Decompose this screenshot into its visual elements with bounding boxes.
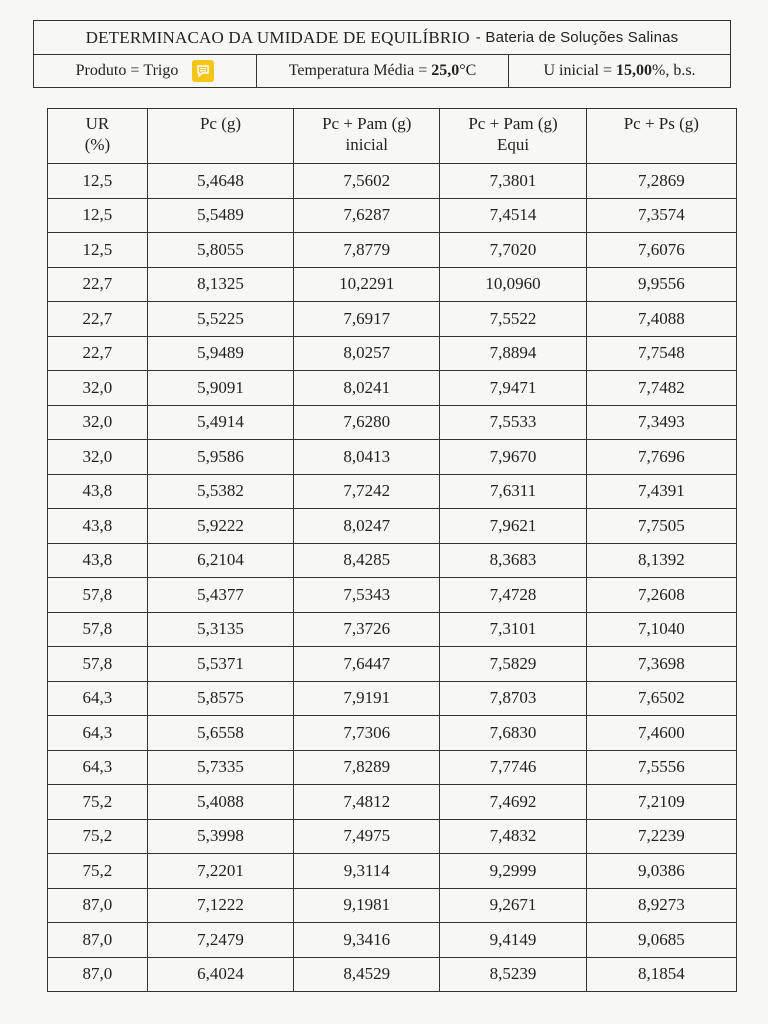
table-cell: 22,7 [48, 336, 148, 371]
table-cell: 7,6502 [586, 681, 736, 716]
table-cell: 8,4285 [294, 543, 440, 578]
table-cell: 7,4832 [440, 819, 586, 854]
table-cell: 8,0241 [294, 371, 440, 406]
table-cell: 7,1222 [147, 888, 293, 923]
header-info-row [34, 55, 730, 87]
column-header-3 [440, 109, 586, 164]
table-cell: 10,0960 [440, 267, 586, 302]
table-cell: 5,5489 [147, 198, 293, 233]
table-row [48, 957, 737, 992]
table-cell: 5,6558 [147, 716, 293, 751]
table-row [48, 854, 737, 889]
table-row [48, 336, 737, 371]
table-cell: 75,2 [48, 854, 148, 889]
table-cell: 5,4377 [147, 578, 293, 613]
table-cell: 12,5 [48, 164, 148, 199]
table-cell: 5,4914 [147, 405, 293, 440]
table-row [48, 474, 737, 509]
table-row [48, 543, 737, 578]
table-cell: 5,9222 [147, 509, 293, 544]
produto-label: Produto = [75, 62, 140, 79]
table-cell: 9,0685 [586, 923, 736, 958]
table-cell: 8,1854 [586, 957, 736, 992]
table-cell: 5,4088 [147, 785, 293, 820]
table-cell: 7,4514 [440, 198, 586, 233]
table-cell: 87,0 [48, 923, 148, 958]
column-header-line2: inicial [345, 135, 388, 154]
table-cell: 8,0257 [294, 336, 440, 371]
table-cell: 9,9556 [586, 267, 736, 302]
table-cell: 8,0413 [294, 440, 440, 475]
table-cell: 57,8 [48, 612, 148, 647]
table-cell: 7,7548 [586, 336, 736, 371]
table-body [48, 164, 737, 992]
umidade-inicial-unit: %, b.s. [652, 62, 696, 79]
temperatura-label: Temperatura Média = [288, 62, 428, 79]
table-cell: 5,5371 [147, 647, 293, 682]
table-row [48, 578, 737, 613]
table-cell: 7,6830 [440, 716, 586, 751]
table-cell: 7,3574 [586, 198, 736, 233]
table-cell: 7,7242 [294, 474, 440, 509]
table-cell: 75,2 [48, 785, 148, 820]
table-cell: 8,1325 [147, 267, 293, 302]
table-cell: 7,3698 [586, 647, 736, 682]
table-cell: 7,2109 [586, 785, 736, 820]
column-header-4 [586, 109, 736, 164]
table-cell: 43,8 [48, 474, 148, 509]
column-header-line1: UR [85, 114, 110, 133]
table-cell: 5,7335 [147, 750, 293, 785]
table-cell: 5,3135 [147, 612, 293, 647]
umidade-inicial-label: U inicial = [543, 62, 612, 79]
table-row [48, 164, 737, 199]
table-cell: 7,8703 [440, 681, 586, 716]
table-cell: 64,3 [48, 750, 148, 785]
table-cell: 12,5 [48, 198, 148, 233]
table-row [48, 302, 737, 337]
column-header-line1: Pc + Pam (g) [468, 114, 558, 133]
table-row [48, 681, 737, 716]
table-cell: 7,9471 [440, 371, 586, 406]
table-row [48, 233, 737, 268]
table-cell: 7,7746 [440, 750, 586, 785]
table-cell: 7,4600 [586, 716, 736, 751]
table-cell: 7,7306 [294, 716, 440, 751]
table-cell: 43,8 [48, 509, 148, 544]
table-cell: 7,5522 [440, 302, 586, 337]
table-cell: 5,3998 [147, 819, 293, 854]
table-cell: 5,9586 [147, 440, 293, 475]
table-cell: 9,2671 [440, 888, 586, 923]
table-cell: 7,9670 [440, 440, 586, 475]
table-row [48, 198, 737, 233]
column-header-line2: (%) [84, 135, 111, 154]
table-cell: 7,3493 [586, 405, 736, 440]
table-cell: 7,7482 [586, 371, 736, 406]
table-row [48, 647, 737, 682]
temperatura-unit: °C [459, 62, 477, 79]
table-cell: 7,5602 [294, 164, 440, 199]
table-cell: 7,2201 [147, 854, 293, 889]
table-cell: 8,1392 [586, 543, 736, 578]
table-cell: 32,0 [48, 371, 148, 406]
table-cell: 9,3114 [294, 854, 440, 889]
table-cell: 7,6287 [294, 198, 440, 233]
table-cell: 7,5343 [294, 578, 440, 613]
table-row [48, 923, 737, 958]
table-cell: 8,5239 [440, 957, 586, 992]
table-cell: 7,1040 [586, 612, 736, 647]
table-cell: 6,4024 [147, 957, 293, 992]
table-cell: 5,9091 [147, 371, 293, 406]
table-cell: 9,0386 [586, 854, 736, 889]
table-cell: 7,8289 [294, 750, 440, 785]
table-cell: 7,3726 [294, 612, 440, 647]
table-cell: 7,2608 [586, 578, 736, 613]
table-cell: 8,3683 [440, 543, 586, 578]
table-cell: 22,7 [48, 302, 148, 337]
table-cell: 6,2104 [147, 543, 293, 578]
produto-value: Trigo [143, 62, 179, 79]
table-cell: 7,7505 [586, 509, 736, 544]
table-cell: 32,0 [48, 405, 148, 440]
table-cell: 57,8 [48, 578, 148, 613]
table-cell: 32,0 [48, 440, 148, 475]
table-cell: 5,8575 [147, 681, 293, 716]
table-cell: 87,0 [48, 888, 148, 923]
table-cell: 9,3416 [294, 923, 440, 958]
table-cell: 7,3801 [440, 164, 586, 199]
table-cell: 5,4648 [147, 164, 293, 199]
table-cell: 7,9621 [440, 509, 586, 544]
table-cell: 7,7020 [440, 233, 586, 268]
table-cell: 7,5556 [586, 750, 736, 785]
table-cell: 7,6076 [586, 233, 736, 268]
table-cell: 7,5829 [440, 647, 586, 682]
column-header-line2: Equi [496, 135, 530, 154]
table-row [48, 785, 737, 820]
table-row [48, 819, 737, 854]
table-cell: 64,3 [48, 681, 148, 716]
document-header [33, 20, 731, 88]
table-cell: 87,0 [48, 957, 148, 992]
table-cell: 5,8055 [147, 233, 293, 268]
comment-icon[interactable] [192, 60, 214, 82]
table-cell: 7,4728 [440, 578, 586, 613]
table-row [48, 612, 737, 647]
table-cell: 7,2869 [586, 164, 736, 199]
table-header-row [48, 109, 737, 164]
table-cell: 64,3 [48, 716, 148, 751]
data-table [47, 108, 737, 992]
table-cell: 7,6311 [440, 474, 586, 509]
table-cell: 7,4088 [586, 302, 736, 337]
column-header-2 [294, 109, 440, 164]
table-cell: 7,4975 [294, 819, 440, 854]
table-cell: 7,6447 [294, 647, 440, 682]
title-subtitle: - Bateria de Soluções Salinas [475, 29, 679, 46]
table-row [48, 509, 737, 544]
table-row [48, 267, 737, 302]
table-cell: 7,2479 [147, 923, 293, 958]
table-cell: 9,1981 [294, 888, 440, 923]
table-cell: 9,2999 [440, 854, 586, 889]
table-cell: 7,6917 [294, 302, 440, 337]
table-row [48, 371, 737, 406]
table-cell: 7,3101 [440, 612, 586, 647]
table-cell: 75,2 [48, 819, 148, 854]
umidade-inicial-cell [509, 55, 730, 87]
table-row [48, 888, 737, 923]
table-cell: 7,7696 [586, 440, 736, 475]
table-cell: 8,4529 [294, 957, 440, 992]
produto-cell [34, 55, 257, 87]
table-cell: 7,6280 [294, 405, 440, 440]
column-header-line1: Pc + Ps (g) [623, 114, 699, 133]
table-row [48, 716, 737, 751]
title-text: DETERMINACAO DA UMIDADE DE EQUILÍBRIO [85, 27, 470, 47]
table-cell: 57,8 [48, 647, 148, 682]
umidade-inicial-value: 15,00 [616, 62, 652, 79]
table-cell: 7,2239 [586, 819, 736, 854]
column-header-line1: Pc (g) [199, 114, 242, 133]
table-cell: 7,8779 [294, 233, 440, 268]
table-cell: 5,5225 [147, 302, 293, 337]
column-header-line1: Pc + Pam (g) [322, 114, 412, 133]
temperatura-value: 25,0 [431, 62, 460, 79]
table-cell: 5,5382 [147, 474, 293, 509]
table-cell: 8,9273 [586, 888, 736, 923]
table-cell: 22,7 [48, 267, 148, 302]
table-cell: 10,2291 [294, 267, 440, 302]
table-cell: 12,5 [48, 233, 148, 268]
table-row [48, 750, 737, 785]
column-header-1 [147, 109, 293, 164]
table-cell: 7,4692 [440, 785, 586, 820]
table-cell: 5,9489 [147, 336, 293, 371]
document-title [34, 21, 730, 55]
table-cell: 7,4391 [586, 474, 736, 509]
table-row [48, 405, 737, 440]
table-cell: 43,8 [48, 543, 148, 578]
column-header-0 [48, 109, 148, 164]
table-cell: 8,0247 [294, 509, 440, 544]
table-cell: 7,4812 [294, 785, 440, 820]
table-cell: 7,5533 [440, 405, 586, 440]
table-cell: 7,8894 [440, 336, 586, 371]
table-cell: 7,9191 [294, 681, 440, 716]
temperatura-cell [257, 55, 509, 87]
table-cell: 9,4149 [440, 923, 586, 958]
table-row [48, 440, 737, 475]
